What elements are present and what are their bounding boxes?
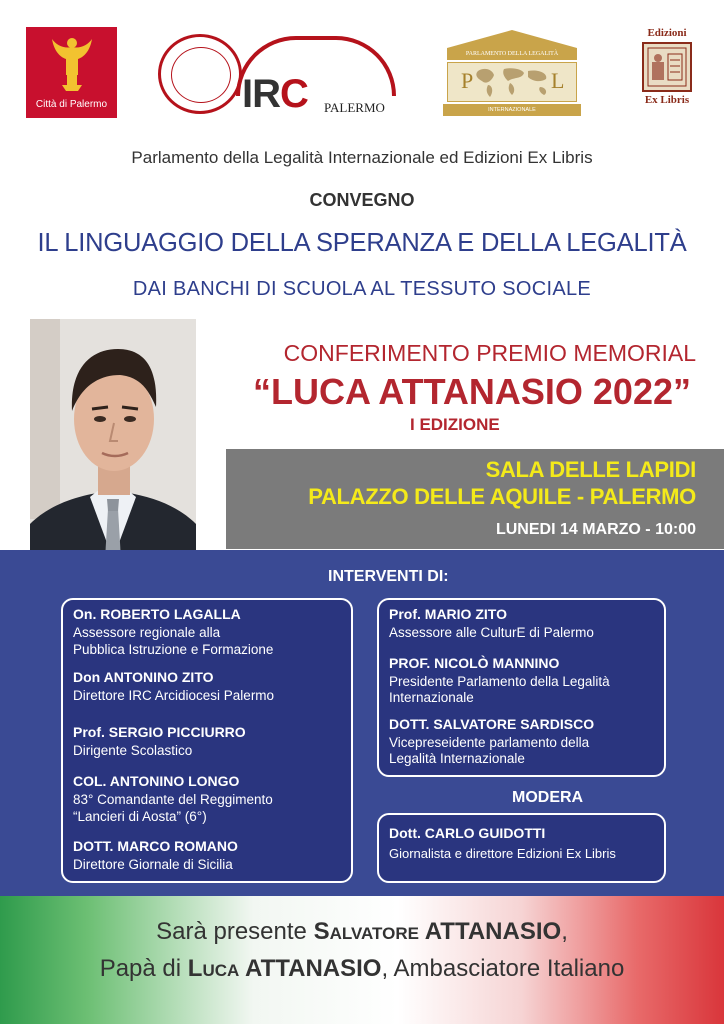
parlamento-legalita-logo [443,30,581,118]
footer-line-2: Papà di Luca ATTANASIO, Ambasciatore Italiano [99,955,625,982]
footer-guest-name: Salvatore ATTANASIO [313,918,562,945]
speaker-role: Direttore IRC Arcidiocesi Palermo [73,688,275,703]
award-line-1: CONFERIMENTO PREMIO MEMORIAL [283,340,696,366]
speaker-name: COL. ANTONINO LONGO [73,773,240,789]
speaker-name: Prof. MARIO ZITO [389,606,507,622]
convegno-label: CONVEGNO [309,190,415,210]
irc-text-c: C [280,72,308,116]
exlibris-top-text: Edizioni [647,27,687,39]
pdl-letter-p: P [461,68,474,93]
eagle-crest-icon [52,35,92,91]
speaker-role: Direttore Giornale di Sicilia [73,857,233,872]
speaker-role: Vicepreseidente parlamento della [389,735,590,750]
speaker-role: “Lancieri di Aosta” (6°) [73,809,207,824]
footer-luca-name: Luca ATTANASIO [187,955,382,982]
venue-palace: PALAZZO DELLE AQUILE - PALERMO [308,484,696,509]
pdl-letter-l: L [551,68,565,93]
portrait-photo [30,319,196,576]
pdl-band-text: PARLAMENTO DELLA LEGALITÀ [447,48,577,60]
speaker-role: Pubblica Istruzione e Formazione [73,642,274,657]
moderator-name: Dott. CARLO GUIDOTTI [389,825,546,841]
irc-text: IR [242,72,280,116]
palermo-caption: Città di Palermo [35,99,108,110]
event-subtitle: DAI BANCHI DI SCUOLA AL TESSUTO SOCIALE [132,278,592,300]
speaker-role: 83° Comandante del Reggimento [73,792,273,807]
irc-subtitle: PALERMO [324,100,385,115]
bookplate-icon [642,42,692,92]
moderator-role: Giornalista e direttore Edizioni Ex Libris [389,846,616,861]
modera-heading: MODERA [512,789,584,806]
speaker-name: Don ANTONINO ZITO [73,669,214,685]
speaker-role: Dirigente Scolastico [73,743,193,758]
event-title: IL LINGUAGGIO DELLA SPERANZA E DELLA LEGALITÀ [37,229,687,257]
pdl-base-text: INTERNAZIONALE [443,104,581,116]
speaker-name: Prof. SERGIO PICCIURRO [73,724,246,740]
speakers-box-left [61,598,353,883]
venue-hall: SALA DELLE LAPIDI [485,457,696,482]
speaker-role: Internazionale [389,690,474,705]
organizers-line: Parlamento della Legalità Internazionale ed Edizioni Ex Libris [131,148,593,167]
irc-seal-icon [158,34,242,114]
speaker-name: On. ROBERTO LAGALLA [73,606,241,622]
moderator-box [377,813,666,883]
event-date: LUNEDI 14 MARZO - 10:00 [495,521,696,538]
speaker-role: Assessore alle CulturE di Palermo [389,625,594,640]
interventi-heading: INTERVENTI DI: [328,568,449,585]
speakers-box-right [377,598,666,777]
citta-di-palermo-logo [26,27,117,118]
irc-palermo-logo [158,32,398,118]
footer-line-1: Sarà presente Salvatore ATTANASIO, [156,918,568,945]
exlibris-bottom-text: Ex Libris [644,94,690,106]
award-edition: I EDIZIONE [410,415,500,434]
speaker-name: DOTT. MARCO ROMANO [73,838,238,854]
speaker-name: DOTT. SALVATORE SARDISCO [389,716,595,732]
speaker-name: PROF. NICOLÒ MANNINO [389,655,560,671]
speaker-role: Legalità Internazionale [389,751,525,766]
speaker-role: Presidente Parlamento della Legalità [389,674,610,689]
speaker-role: Assessore regionale alla [73,625,221,640]
award-line-2: “LUCA ATTANASIO 2022” [252,371,691,412]
edizioni-ex-libris-logo [636,27,698,117]
